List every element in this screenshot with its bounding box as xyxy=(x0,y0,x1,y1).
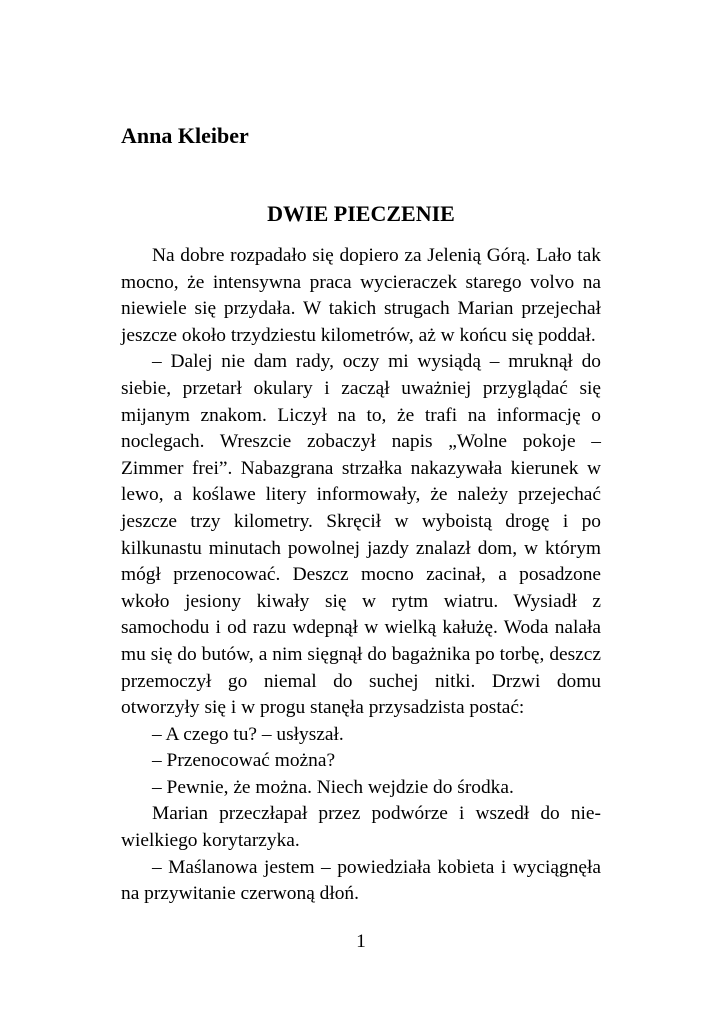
paragraph-6: Marian przeczłapał przez podwórze i wszedł do niewielkiego korytarzyka. xyxy=(121,803,601,852)
story-body xyxy=(121,243,601,908)
page-number: 1 xyxy=(356,931,366,952)
story-title: DWIE PIECZENIE xyxy=(267,201,455,226)
paragraph-5: – Pewnie, że można. Niech wejdzie do środka. xyxy=(152,776,514,798)
paragraph-3: – A czego tu? – usłyszał. xyxy=(152,723,344,745)
paragraph-7: – Maślanowa jestem – powiedziała kobieta i wyciągnęła na przywitanie czerwoną dłoń. xyxy=(121,856,601,905)
paragraph-1: Na dobre rozpadało się dopiero za Jelenią Górą. Lało tak mocno, że intensywna praca wycieraczek starego volvo na niewiele się przydała. W takich strugach Marian przejechał jeszcze około trzydziestu kilometrów, aż w końcu się poddał. xyxy=(121,245,601,346)
author-name: Anna Kleiber xyxy=(121,123,249,148)
paragraph-4: – Przenocować można? xyxy=(152,750,336,772)
paragraph-2: – Dalej nie dam rady, oczy mi wysiądą – mruknął do siebie, przetarł okulary i zaczął uważniej przyglądać się mijanym znakom. Liczył na to, że trafi na informację o noclegach. Wreszcie zobaczył napis „Wolne pokoje – Zimmer frei”. Nabazgrana strzałka nakazywała kierunek w lewo, a koślawe litery informowały, że należy przejechać jeszcze trzy kilometry. Skręcił w wyboistą drogę i po kilkunastu minutach powolnej jazdy znalazł dom, w którym mógł przenocować. Deszcz mocno zacinał, a posadzone wkoło jesiony kiwały się w rytm wiatru. Wysiadł z samochodu i od razu wdepnął w wielką kałużę. Woda nalała mu się do butów, a nim sięgnął do bagażnika po torbę, deszcz przemoczył go niemal do suchej nitki. Drzwi domu otworzyły się i w progu stanęła przysadzista postać: xyxy=(121,351,601,719)
